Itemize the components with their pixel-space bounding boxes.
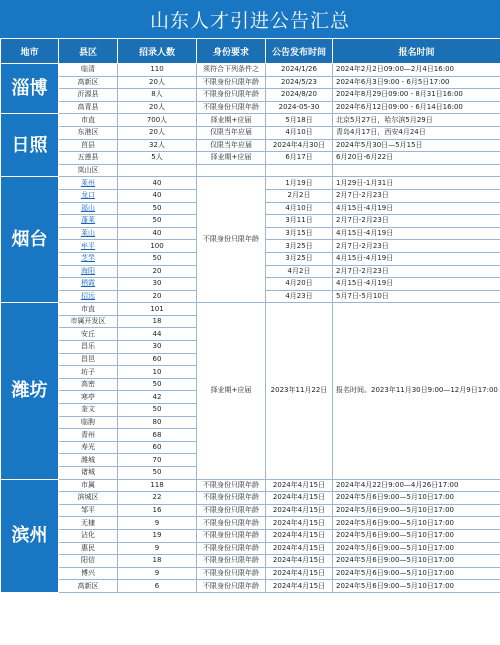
- requirement-cell: 不限身份只限年龄: [197, 76, 266, 89]
- count-cell: 50: [118, 404, 197, 417]
- county-link[interactable]: 栖霞: [59, 278, 118, 291]
- county-cell: 市属: [59, 479, 118, 492]
- requirement-cell: 不限身份只限年龄: [197, 567, 266, 580]
- requirement-cell: [197, 164, 266, 177]
- header-registration: 报名时间: [333, 39, 500, 64]
- registration-cell: 4月15日-4月19日: [333, 202, 500, 215]
- city-cell-yantai: 烟台: [1, 177, 59, 303]
- count-cell: 118: [118, 479, 197, 492]
- registration-cell: 2024年2月2日09:00—2月4日16:00: [333, 64, 500, 77]
- count-cell: 9: [118, 567, 197, 580]
- publish-date-cell: 2024年4月15日: [266, 479, 333, 492]
- county-cell: 高新区: [59, 76, 118, 89]
- registration-cell: 2月7日-2月23日: [333, 265, 500, 278]
- county-cell: 高密: [59, 378, 118, 391]
- table-row: [1, 89, 500, 102]
- registration-cell: 2024年5月30日—5月15日: [333, 139, 500, 152]
- count-cell: 40: [118, 189, 197, 202]
- count-cell: 50: [118, 202, 197, 215]
- requirement-cell: 择业期+应届: [197, 303, 266, 479]
- publish-date-cell: 2024年4月15日: [266, 492, 333, 505]
- count-cell: 30: [118, 278, 197, 291]
- count-cell: 9: [118, 542, 197, 555]
- table-row: [1, 517, 500, 530]
- requirement-cell: 不限身份只限年龄: [197, 479, 266, 492]
- registration-cell: 2月7日-2月23日: [333, 189, 500, 202]
- publish-date-cell: 2024年4月15日: [266, 504, 333, 517]
- count-cell: 20: [118, 265, 197, 278]
- county-link[interactable]: 福山: [59, 202, 118, 215]
- count-cell: 60: [118, 441, 197, 454]
- header-county: 县区: [59, 39, 118, 64]
- registration-cell: [333, 164, 500, 177]
- requirement-cell: 不限身份只限年龄: [197, 529, 266, 542]
- registration-cell: 2月7日-2月23日: [333, 240, 500, 253]
- requirement-cell: 择业期+应届: [197, 114, 266, 127]
- table-row: [1, 177, 500, 190]
- count-cell: 101: [118, 303, 197, 316]
- publish-date-cell: 4月10日: [266, 126, 333, 139]
- publish-date-cell: 2024年4月15日: [266, 580, 333, 593]
- county-cell: 坊子: [59, 366, 118, 379]
- table-row: [1, 64, 500, 77]
- publish-date-cell: 2023年11月22日: [266, 303, 333, 479]
- requirement-cell: 择业期+应届: [197, 152, 266, 165]
- registration-cell: 报名时间。2023年11月30日9:00—12月9日17:00: [333, 303, 500, 479]
- county-cell: 高新区: [59, 580, 118, 593]
- registration-cell: 2024年5月6日9:00—5月10日17:00: [333, 555, 500, 568]
- count-cell: 70: [118, 454, 197, 467]
- count-cell: 50: [118, 215, 197, 228]
- publish-date-cell: 2024年4月15日: [266, 529, 333, 542]
- county-cell: 市直: [59, 303, 118, 316]
- table-row: [1, 567, 500, 580]
- county-cell: 博兴: [59, 567, 118, 580]
- publish-date-cell: 2024/5/23: [266, 76, 333, 89]
- count-cell: 30: [118, 341, 197, 354]
- publish-date-cell: 2024年4月15日: [266, 555, 333, 568]
- table-row: [1, 580, 500, 593]
- requirement-cell: 不限身份只限年龄: [197, 555, 266, 568]
- county-link[interactable]: 海阳: [59, 265, 118, 278]
- registration-cell: 4月15日-4月19日: [333, 227, 500, 240]
- county-cell: 安丘: [59, 328, 118, 341]
- header-requirement: 身份要求: [197, 39, 266, 64]
- county-cell: 市直: [59, 114, 118, 127]
- requirement-cell: 仅限当年应届: [197, 126, 266, 139]
- count-cell: 50: [118, 252, 197, 265]
- requirement-cell: 不限身份只限年龄: [197, 504, 266, 517]
- county-cell: 高青县: [59, 101, 118, 114]
- publish-date-cell: [266, 164, 333, 177]
- publish-date-cell: 2024年4月15日: [266, 567, 333, 580]
- header-publish-date: 公告发布时间: [266, 39, 333, 64]
- count-cell: 22: [118, 492, 197, 505]
- registration-cell: 2024年4月22日9:00—4月26日17:00: [333, 479, 500, 492]
- header-city: 地市: [1, 39, 59, 64]
- county-cell: 奎文: [59, 404, 118, 417]
- count-cell: 20人: [118, 101, 197, 114]
- count-cell: 32人: [118, 139, 197, 152]
- requirement-cell: 不限身份只限年龄: [197, 177, 266, 303]
- page-title: [0, 0, 500, 38]
- requirement-cell: 不限身份只限年龄: [197, 492, 266, 505]
- county-cell: 潍城: [59, 454, 118, 467]
- registration-cell: 北京5月27日，哈尔滨5月29日: [333, 114, 500, 127]
- table-row: [1, 139, 500, 152]
- county-cell: 东港区: [59, 126, 118, 139]
- requirement-cell: 不限身份只限年龄: [197, 542, 266, 555]
- registration-cell: 2月7日-2月23日: [333, 215, 500, 228]
- county-cell: 诸城: [59, 467, 118, 480]
- publish-date-cell: 5月18日: [266, 114, 333, 127]
- city-cell-weifang: 潍坊: [1, 303, 59, 479]
- registration-cell: 2024年5月6日9:00—5月10日17:00: [333, 567, 500, 580]
- count-cell: 16: [118, 504, 197, 517]
- publish-date-cell: 2月2日: [266, 189, 333, 202]
- publish-date-cell: 2024年4月15日: [266, 517, 333, 530]
- count-cell: 42: [118, 391, 197, 404]
- count-cell: 68: [118, 429, 197, 442]
- county-cell: 岚山区: [59, 164, 118, 177]
- count-cell: 50: [118, 378, 197, 391]
- requirement-cell: 仅限当年应届: [197, 139, 266, 152]
- recruitment-table: [0, 38, 500, 593]
- table-row: [1, 114, 500, 127]
- county-link[interactable]: 牟平: [59, 240, 118, 253]
- requirement-cell: 不限身份只限年龄: [197, 517, 266, 530]
- county-cell: 五莲县: [59, 152, 118, 165]
- publish-date-cell: 4月20日: [266, 278, 333, 291]
- table-row: [1, 529, 500, 542]
- count-cell: 18: [118, 555, 197, 568]
- registration-cell: 2024年5月6日9:00—5月10日17:00: [333, 517, 500, 530]
- count-cell: 40: [118, 177, 197, 190]
- registration-cell: 2024年5月6日9:00—5月10日17:00: [333, 529, 500, 542]
- publish-date-cell: 6月17日: [266, 152, 333, 165]
- count-cell: 20: [118, 290, 197, 303]
- page-title-text: 山东人才引进公告汇总: [149, 9, 350, 32]
- requirement-cell: 须符合下列条件之: [197, 64, 266, 77]
- count-cell: 20人: [118, 76, 197, 89]
- publish-date-cell: 4月10日: [266, 202, 333, 215]
- county-link[interactable]: 莱州: [59, 177, 118, 190]
- publish-date-cell: 2024/8/20: [266, 89, 333, 102]
- header-count: 招录人数: [118, 39, 197, 64]
- registration-cell: 2024年5月6日9:00—5月10日17:00: [333, 504, 500, 517]
- registration-cell: 4月15日-4月19日: [333, 278, 500, 291]
- county-cell: 昌邑: [59, 353, 118, 366]
- table-row: [1, 164, 500, 177]
- count-cell: 19: [118, 529, 197, 542]
- count-cell: 6: [118, 580, 197, 593]
- county-cell: 沂源县: [59, 89, 118, 102]
- registration-cell: 1月29日-1月31日: [333, 177, 500, 190]
- city-cell-rizhao: 日照: [1, 114, 59, 177]
- table-row: [1, 152, 500, 165]
- count-cell: 60: [118, 353, 197, 366]
- county-link[interactable]: 龙口: [59, 189, 118, 202]
- table-row: [1, 479, 500, 492]
- publish-date-cell: 2024-05-30: [266, 101, 333, 114]
- count-cell: 20人: [118, 126, 197, 139]
- county-cell: 无棣: [59, 517, 118, 530]
- county-cell: 惠民: [59, 542, 118, 555]
- count-cell: [118, 164, 197, 177]
- publish-date-cell: 2024年4月30日: [266, 139, 333, 152]
- registration-cell: 5月7日-5月10日: [333, 290, 500, 303]
- registration-cell: 2024年6月3日9:00 - 6月5日17:00: [333, 76, 500, 89]
- count-cell: 50: [118, 467, 197, 480]
- county-link[interactable]: 莱山: [59, 227, 118, 240]
- county-link[interactable]: 芝罘: [59, 252, 118, 265]
- table-row: [1, 76, 500, 89]
- county-cell: 昌乐: [59, 341, 118, 354]
- count-cell: 110: [118, 64, 197, 77]
- registration-cell: 2024年8月29日09:00 - 8月31日16:00: [333, 89, 500, 102]
- count-cell: 9: [118, 517, 197, 530]
- registration-cell: 青岛4月17日，西安4月24日: [333, 126, 500, 139]
- publish-date-cell: 1月19日: [266, 177, 333, 190]
- county-cell: 邹平: [59, 504, 118, 517]
- county-link[interactable]: 蓬莱: [59, 215, 118, 228]
- registration-cell: 2024年6月12日09:00 - 6月14日16:00: [333, 101, 500, 114]
- table-row: [1, 504, 500, 517]
- county-cell: 寒亭: [59, 391, 118, 404]
- publish-date-cell: 2024/1/26: [266, 64, 333, 77]
- table-row: [1, 492, 500, 505]
- registration-cell: 2024年5月6日9:00—5月10日17:00: [333, 542, 500, 555]
- county-cell: 阳信: [59, 555, 118, 568]
- publish-date-cell: 4月2日: [266, 265, 333, 278]
- publish-date-cell: 3月11日: [266, 215, 333, 228]
- count-cell: 40: [118, 227, 197, 240]
- count-cell: 80: [118, 416, 197, 429]
- count-cell: 10: [118, 366, 197, 379]
- count-cell: 5人: [118, 152, 197, 165]
- county-link[interactable]: 招远: [59, 290, 118, 303]
- requirement-cell: 不限身份只限年龄: [197, 580, 266, 593]
- table-row: [1, 555, 500, 568]
- count-cell: 44: [118, 328, 197, 341]
- publish-date-cell: 3月25日: [266, 240, 333, 253]
- registration-cell: 2024年5月6日9:00—5月10日17:00: [333, 492, 500, 505]
- county-cell: 青州: [59, 429, 118, 442]
- county-cell: 市属开发区: [59, 315, 118, 328]
- table-row: [1, 101, 500, 114]
- county-cell: 临朐: [59, 416, 118, 429]
- publish-date-cell: 3月15日: [266, 227, 333, 240]
- county-cell: 莒县: [59, 139, 118, 152]
- county-cell: 沾化: [59, 529, 118, 542]
- table-row: [1, 542, 500, 555]
- table-header-row: [1, 39, 500, 64]
- registration-cell: 2024年5月6日9:00—5月10日17:00: [333, 580, 500, 593]
- registration-cell: 4月15日-4月19日: [333, 252, 500, 265]
- county-cell: 寿光: [59, 441, 118, 454]
- county-cell: 滨城区: [59, 492, 118, 505]
- city-cell-binzhou: 滨州: [1, 479, 59, 592]
- requirement-cell: 不限身份只限年龄: [197, 101, 266, 114]
- count-cell: 100: [118, 240, 197, 253]
- publish-date-cell: 4月23日: [266, 290, 333, 303]
- count-cell: 18: [118, 315, 197, 328]
- publish-date-cell: 3月25日: [266, 252, 333, 265]
- count-cell: 8人: [118, 89, 197, 102]
- table-row: [1, 126, 500, 139]
- registration-cell: 6月20日-6月22日: [333, 152, 500, 165]
- count-cell: 700人: [118, 114, 197, 127]
- city-cell-zibo: 淄博: [1, 64, 59, 114]
- publish-date-cell: 2024年4月15日: [266, 542, 333, 555]
- table-row: [1, 303, 500, 316]
- county-cell: 临清: [59, 64, 118, 77]
- requirement-cell: 不限身份只限年龄: [197, 89, 266, 102]
